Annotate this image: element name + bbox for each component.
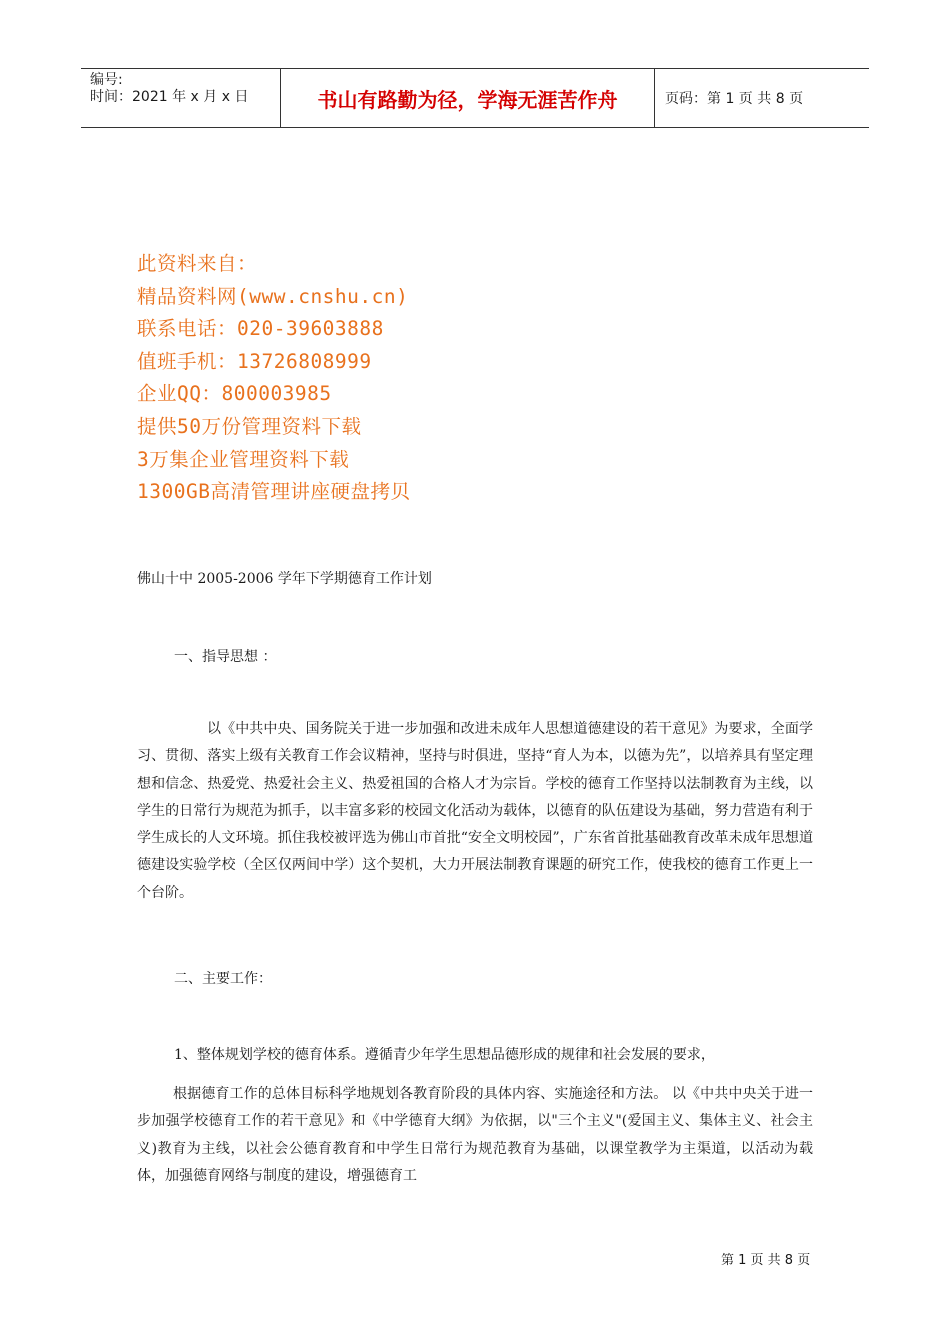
header-page-info: 页码：第 1 页 共 8 页 xyxy=(665,91,804,107)
header-meta xyxy=(81,69,281,127)
ad-line: 提供50万份管理资料下载 xyxy=(137,414,362,438)
paragraph-guiding-thought: 以《中共中央、国务院关于进一步加强和改进未成年人思想道德建设的若干意见》为要求，全面学习、贯彻、落实上级有关教育工作会议精神，坚持与时俱进，坚持“育人为本，以德为先”，以培养具有坚定理想和信念、热爱党、热爱社会主义、热爱祖国的合格人才为宗旨。学校的德育工作坚持以法制教育为主线，以学生的日常行为规范为抓手，以丰富多彩的校园文化活动为载体，以德育的队伍建设为基础，努力营造有利于学生成长的人文环境。抓住我校被评选为佛山市首批“安全文明校园”，广东省首批基础教育改革未成年思想道德建设实验学校（全区仅两间中学）这个契机，大力开展法制教育课题的研究工作，使我校的德育工作更上一个台阶。 xyxy=(137,721,813,901)
page-header xyxy=(81,68,869,128)
source-ad-block xyxy=(137,248,410,509)
paragraph-item-1-detail: 根据德育工作的总体目标科学地规划各教育阶段的具体内容、实施途径和方法。 以《中共中央关于进一步加强学校德育工作的若干意见》和《中学德育大纲》为依据，以"三个主义"(爱国主义、集体主义、社会主义)教育为主线，以社会公德育教育和中学生日常行为规范教育为基础，以课堂教学为主渠道，以活动为载体，加强德育网络与制度的建设，增强德育工 xyxy=(137,1086,813,1184)
ad-line: 联系电话：020-39603888 xyxy=(137,317,384,341)
paragraph-item-1: 1、整体规划学校的德育体系。遵循青少年学生思想品德形成的规律和社会发展的要求， xyxy=(174,1047,715,1063)
ad-line: 精品资料网(www.cnshu.cn) xyxy=(137,284,409,308)
page-footer: 第 1 页 共 8 页 xyxy=(721,1253,811,1268)
ad-line: 1300GB高清管理讲座硬盘拷贝 xyxy=(137,480,411,504)
number-label: 编号: xyxy=(90,72,123,88)
section-heading-main-work: 二、主要工作： xyxy=(174,971,272,987)
section-heading-guiding-thought: 一、指导思想 ： xyxy=(174,649,277,665)
ad-line: 企业QQ：800003985 xyxy=(137,382,332,406)
header-motto: 书山有路勤为径，学海无涯苦作舟 xyxy=(281,69,655,127)
ad-line: 3万集企业管理资料下载 xyxy=(137,447,350,471)
ad-line: 值班手机：13726808999 xyxy=(137,349,372,373)
ad-line: 此资料来自： xyxy=(137,252,258,275)
document-title: 佛山十中 2005-2006 学年下学期德育工作计划 xyxy=(137,571,432,587)
time-label: 时间：2021 年 x 月 x 日 xyxy=(90,89,249,105)
